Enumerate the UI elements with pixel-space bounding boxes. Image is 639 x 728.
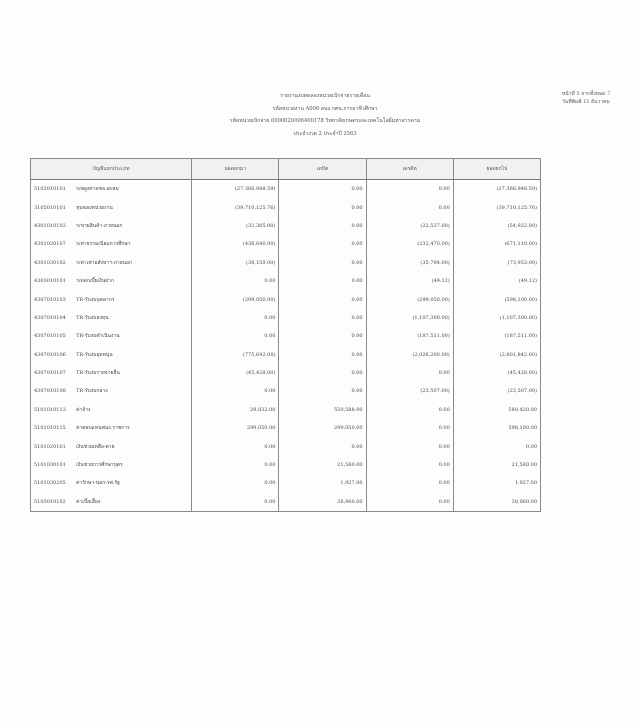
debit: 0.00 — [279, 198, 366, 216]
carried-forward: 21,580.00 — [453, 456, 540, 474]
account-code: 4307010105 — [31, 327, 74, 345]
credit: (2,026,200.00) — [366, 346, 453, 364]
debit: 0.00 — [279, 437, 366, 455]
debit: 0.00 — [279, 382, 366, 400]
carried-forward: (2,801,842.00) — [453, 346, 540, 364]
credit: (299,050.00) — [366, 290, 453, 308]
carried-forward: (49.12) — [453, 272, 540, 290]
period: ประจำงวด 2 ประจำปี 2563 — [293, 130, 357, 137]
debit: 0.00 — [279, 235, 366, 253]
account-code: 5101030101 — [31, 456, 74, 474]
table-row — [31, 401, 541, 419]
table-row — [31, 456, 541, 474]
table-row — [31, 474, 541, 492]
carried-forward: 580,420.00 — [453, 401, 540, 419]
carried-forward: (598,100.00) — [453, 290, 540, 308]
account-code: 5101030205 — [31, 474, 74, 492]
brought-forward: (45,428.00) — [192, 364, 279, 382]
carried-forward: (54,922.00) — [453, 217, 540, 235]
carried-forward: (23,507.00) — [453, 382, 540, 400]
credit: (1,107,300.00) — [366, 309, 453, 327]
debit: 0.00 — [279, 254, 366, 272]
page-number: หน้าที่ 5 จากทั้งหมด 7 — [562, 91, 611, 97]
debit: 1,927.00 — [279, 474, 366, 492]
credit: 0.00 — [366, 456, 453, 474]
debit: 0.00 — [279, 217, 366, 235]
account-code: 4303010101 — [31, 272, 74, 290]
carried-forward: 0.00 — [453, 437, 540, 455]
debit: 38,960.00 — [279, 493, 366, 512]
col-header-credit: เครดิต — [366, 159, 453, 180]
account-name: TR-รับงบลงทุน — [73, 309, 192, 327]
table-row — [31, 346, 541, 364]
debit: 0.00 — [279, 364, 366, 382]
carried-forward: (73,953.00) — [453, 254, 540, 272]
credit: 0.00 — [366, 180, 453, 199]
debit: 0.00 — [279, 290, 366, 308]
account-name: TR-รับงบดำเนินงาน — [73, 327, 192, 345]
brought-forward: (438,640.00) — [192, 235, 279, 253]
col-header-brought-forward: ยอดยกมา — [192, 159, 279, 180]
account-name: ร/ค่าเช่าอสังหาฯ-ภายนอก — [73, 254, 192, 272]
account-code: 4301030102 — [31, 254, 74, 272]
account-code: 5102010101 — [31, 180, 74, 199]
credit: 0.00 — [366, 474, 453, 492]
brought-forward: (39,710,125.76) — [192, 198, 279, 216]
account-code: 3105010101 — [31, 198, 74, 216]
debit: 299,050.00 — [279, 419, 366, 437]
report-title: รายงานงบทดลองหน่วยเบิกจ่ายรายเดือน — [280, 93, 370, 99]
table-row — [31, 419, 541, 437]
trial-balance-table — [30, 158, 541, 512]
table-row — [31, 493, 541, 512]
account-name: TR-รับงบอุดหนุน — [73, 346, 192, 364]
debit: 0.00 — [279, 180, 366, 199]
debit: 0.00 — [279, 272, 366, 290]
credit: 0.00 — [366, 493, 453, 512]
agency-code: รหัสหน่วยงาน A006 สนง.กศน.การอาชีวศึกษา — [272, 105, 378, 112]
table-row — [31, 272, 541, 290]
account-name: เงินช่วยเหลือ-ตาย — [73, 437, 192, 455]
account-code: 5103010102 — [31, 493, 74, 512]
brought-forward: 0.00 — [192, 327, 279, 345]
col-header-account: บัญชีแยกประเภท — [31, 159, 192, 180]
carried-forward: 1,927.00 — [453, 474, 540, 492]
debit: 550,588.00 — [279, 401, 366, 419]
account-code: 4307010103 — [31, 290, 74, 308]
table-row — [31, 309, 541, 327]
brought-forward: 299,050.00 — [192, 419, 279, 437]
account-name: TR-รับงบบุคลากร — [73, 290, 192, 308]
brought-forward: 0.00 — [192, 474, 279, 492]
account-name: TR-รับงบกลาง — [73, 382, 192, 400]
brought-forward: 0.00 — [192, 309, 279, 327]
credit: 0.00 — [366, 419, 453, 437]
brought-forward: (775,642.00) — [192, 346, 279, 364]
account-name: ร/ค่าธรรมเนียมการศึกษา — [73, 235, 192, 253]
table-row — [31, 235, 541, 253]
carried-forward: (187,511.00) — [453, 327, 540, 345]
brought-forward: 0.00 — [192, 456, 279, 474]
table-row — [31, 217, 541, 235]
table-row — [31, 327, 541, 345]
debit: 0.00 — [279, 327, 366, 345]
brought-forward: 0.00 — [192, 272, 279, 290]
carried-forward: (1,107,300.00) — [453, 309, 540, 327]
page-info — [562, 90, 610, 106]
account-code: 4307010108 — [31, 382, 74, 400]
brought-forward: 0.00 — [192, 437, 279, 455]
col-header-debit: เดบิต — [279, 159, 366, 180]
account-code: 4307010107 — [31, 364, 74, 382]
brought-forward: (32,385.00) — [192, 217, 279, 235]
table-row — [31, 364, 541, 382]
brought-forward: (299,050.00) — [192, 290, 279, 308]
account-code: 4307010106 — [31, 346, 74, 364]
report-title-block — [160, 90, 490, 140]
carried-forward: 38,960.00 — [453, 493, 540, 512]
account-name: ค่าเบี้ยเลี้ยง — [73, 493, 192, 512]
table-row — [31, 254, 541, 272]
table-header-row — [31, 159, 541, 180]
account-name: เงินช่วยการศึกษาบุตร — [73, 456, 192, 474]
account-name: ทุนของหน่วยงาน — [73, 198, 192, 216]
credit: 0.00 — [366, 364, 453, 382]
carried-forward: (45,428.00) — [453, 364, 540, 382]
col-header-carried-forward: ยอดยกไป — [453, 159, 540, 180]
disbursing-unit: รหัสหน่วยเบิกจ่าย 0000020006400178 วิทยาลัยเกษตรและเทคโนโลยีมหาสารคาม — [229, 118, 421, 124]
credit: (35,794.00) — [366, 254, 453, 272]
table-row — [31, 290, 541, 308]
carried-forward: (39,710,125.76) — [453, 198, 540, 216]
credit: (187,511.00) — [366, 327, 453, 345]
table-row — [31, 198, 541, 216]
credit: (232,470.00) — [366, 235, 453, 253]
account-code: 4301010102 — [31, 217, 74, 235]
account-code: 5101010113 — [31, 401, 74, 419]
account-name: TR-รับงบรายจ่ายอื่น — [73, 364, 192, 382]
carried-forward: (671,110.00) — [453, 235, 540, 253]
credit: 0.00 — [366, 198, 453, 216]
credit: 0.00 — [366, 401, 453, 419]
account-code: 5101010115 — [31, 419, 74, 437]
credit: (23,507.00) — [366, 382, 453, 400]
brought-forward: (27,366,948.59) — [192, 180, 279, 199]
account-name: ร/ขายสินค้า-ภายนอก — [73, 217, 192, 235]
credit: (49.12) — [366, 272, 453, 290]
account-name: ร/ดอกเบี้ยเงินฝาก — [73, 272, 192, 290]
account-code: 5101020101 — [31, 437, 74, 455]
debit: 0.00 — [279, 309, 366, 327]
carried-forward: (27,366,948.59) — [453, 180, 540, 199]
table-row — [31, 180, 541, 199]
account-name: ค่าจ้าง — [73, 401, 192, 419]
account-name: ร/พลูงค่าคชจ.สะสม — [73, 180, 192, 199]
credit: 0.00 — [366, 437, 453, 455]
account-name: ค่ารักษา-นอก-รพ.รัฐ — [73, 474, 192, 492]
credit: (22,537.00) — [366, 217, 453, 235]
brought-forward: (38,159.00) — [192, 254, 279, 272]
carried-forward: 598,100.00 — [453, 419, 540, 437]
account-code: 4307010104 — [31, 309, 74, 327]
brought-forward: 29,832.00 — [192, 401, 279, 419]
brought-forward: 0.00 — [192, 382, 279, 400]
print-date: วันที่พิมพ์ 15 ธันวาคม — [562, 99, 610, 105]
account-code: 4301020107 — [31, 235, 74, 253]
account-name: ค่าตอบแทนพนง.ราชการ — [73, 419, 192, 437]
table-row — [31, 437, 541, 455]
debit: 21,580.00 — [279, 456, 366, 474]
table-row — [31, 382, 541, 400]
brought-forward: 0.00 — [192, 493, 279, 512]
debit: 0.00 — [279, 346, 366, 364]
